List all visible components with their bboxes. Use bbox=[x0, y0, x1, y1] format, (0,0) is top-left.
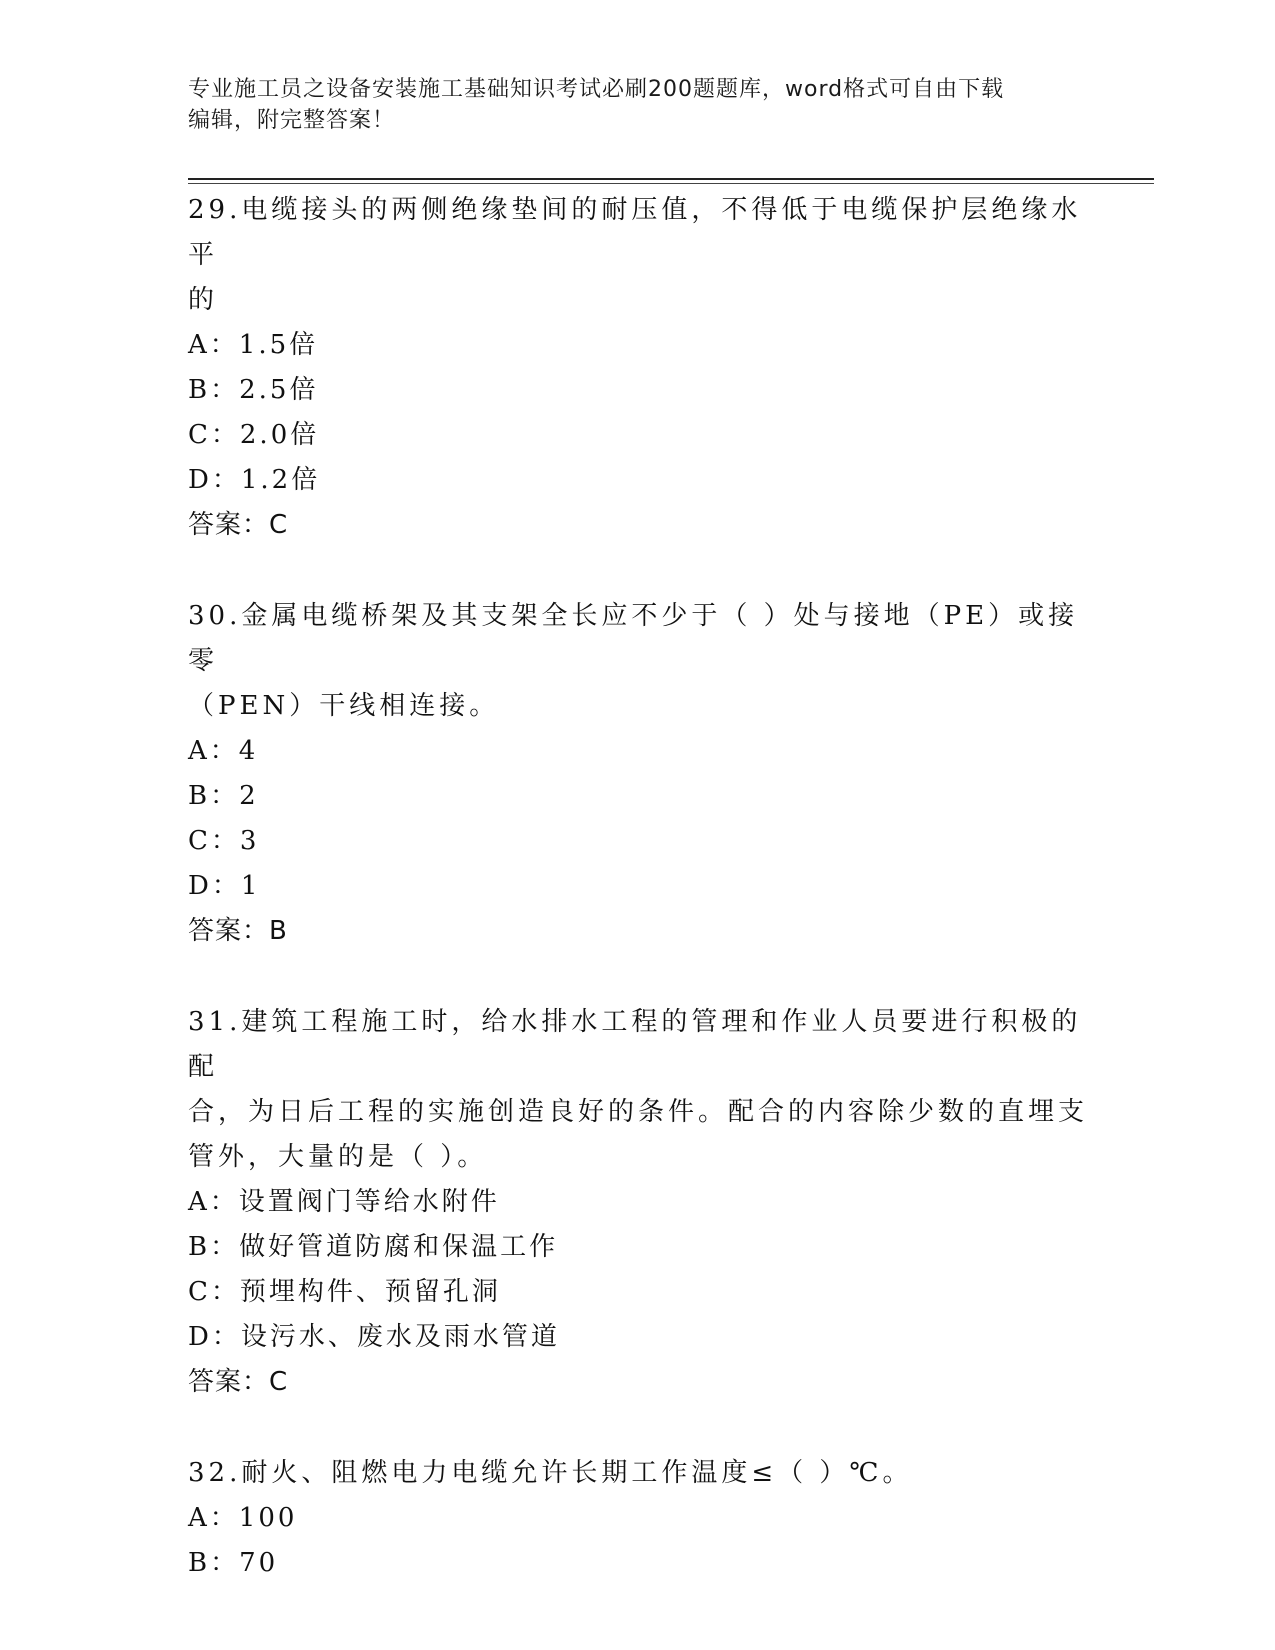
document-header bbox=[188, 74, 1068, 136]
stem-line: 30.金属电缆桥架及其支架全长应不少于（ ）处与接地（PE）或接零 bbox=[188, 601, 1079, 676]
option-b: B：2 bbox=[188, 781, 259, 811]
header-line-1: 专业施工员之设备安装施工基础知识考试必刷200题题库，word格式可自由下载 bbox=[188, 77, 1005, 102]
option-b: B：做好管道防腐和保温工作 bbox=[188, 1232, 559, 1262]
answer-label: 答案：B bbox=[188, 916, 288, 946]
question-stem bbox=[188, 1000, 1088, 1180]
stem-line: 管外，大量的是（ ）。 bbox=[188, 1142, 488, 1172]
question-stem bbox=[188, 1451, 1088, 1496]
answer-label: 答案：C bbox=[188, 510, 289, 540]
option-c: C：3 bbox=[188, 826, 260, 856]
stem-line: （PEN）干线相连接。 bbox=[188, 691, 500, 721]
option-d: D：设污水、废水及雨水管道 bbox=[188, 1322, 560, 1352]
option-d: D：1 bbox=[188, 871, 261, 901]
option-c: C：预埋构件、预留孔洞 bbox=[188, 1277, 501, 1307]
question-stem bbox=[188, 188, 1088, 323]
header-divider-thin bbox=[188, 183, 1154, 184]
question-30 bbox=[188, 594, 1088, 954]
question-31 bbox=[188, 1000, 1088, 1405]
header-line-2: 编辑，附完整答案！ bbox=[188, 108, 396, 133]
question-32 bbox=[188, 1451, 1088, 1586]
option-a: A：设置阀门等给水附件 bbox=[188, 1187, 500, 1217]
question-list bbox=[188, 188, 1088, 1632]
option-a: A：1.5倍 bbox=[188, 330, 319, 360]
question-stem bbox=[188, 594, 1088, 729]
header-divider-thick bbox=[188, 178, 1154, 180]
option-c: C：2.0倍 bbox=[188, 420, 320, 450]
option-b: B：2.5倍 bbox=[188, 375, 319, 405]
question-29 bbox=[188, 188, 1088, 548]
stem-line: 31.建筑工程施工时，给水排水工程的管理和作业人员要进行积极的配 bbox=[188, 1007, 1082, 1082]
option-a: A：100 bbox=[188, 1503, 298, 1533]
option-a: A：4 bbox=[188, 736, 259, 766]
stem-line: 29.电缆接头的两侧绝缘垫间的耐压值，不得低于电缆保护层绝缘水平 bbox=[188, 195, 1082, 270]
answer-label: 答案：C bbox=[188, 1367, 289, 1397]
stem-line: 32.耐火、阻燃电力电缆允许长期工作温度≤（ ）℃。 bbox=[188, 1458, 913, 1488]
option-b: B：70 bbox=[188, 1548, 279, 1578]
stem-line: 合，为日后工程的实施创造良好的条件。配合的内容除少数的直埋支 bbox=[188, 1097, 1089, 1127]
option-d: D：1.2倍 bbox=[188, 465, 321, 495]
stem-line: 的 bbox=[188, 285, 219, 315]
